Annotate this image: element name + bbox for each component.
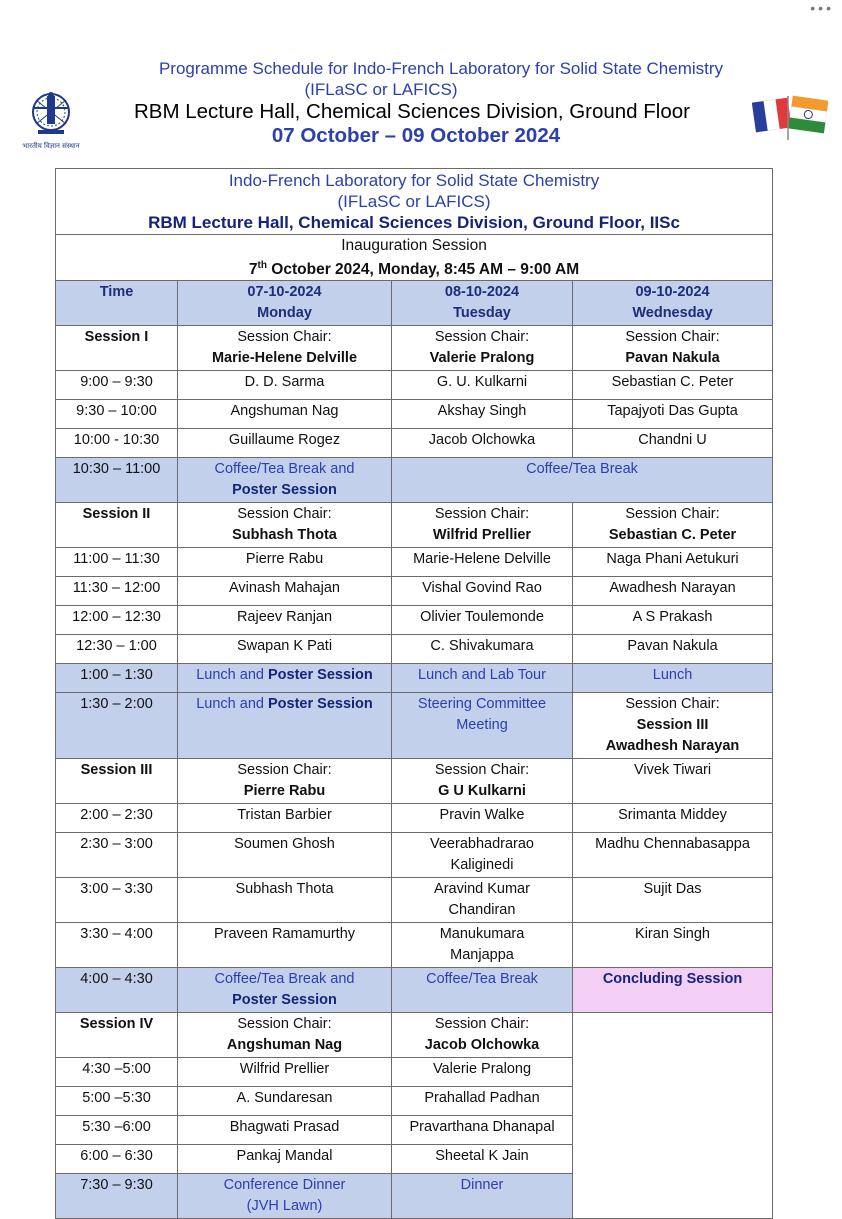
- time-cell: 11:00 – 11:30: [56, 548, 178, 577]
- table-title-line-3: RBM Lecture Hall, Chemical Sciences Division, Ground Floor, IISc: [148, 213, 680, 232]
- speaker-cell: Avinash Mahajan: [178, 577, 392, 606]
- header-line-1: Programme Schedule for Indo-French Laboratory for Solid State Chemistry: [158, 59, 724, 78]
- speaker-cell: Kiran Singh: [573, 923, 773, 968]
- speaker-cell: Vishal Govind Rao: [392, 577, 573, 606]
- speaker-cell: Sebastian C. Peter: [573, 371, 773, 400]
- table-row: [56, 400, 773, 429]
- speaker-cell: Rajeev Ranjan: [178, 606, 392, 635]
- table-row: [56, 833, 773, 878]
- table-title-line-2: (IFLaSC or LAFICS): [337, 192, 491, 211]
- session-chair: Session Chair: Pavan Nakula: [573, 326, 773, 371]
- speaker-cell: Vivek Tiwari: [573, 759, 773, 804]
- speaker-cell: Guillaume Rogez: [178, 429, 392, 458]
- speaker-cell: Pierre Rabu: [178, 548, 392, 577]
- speaker-cell: Wilfrid Prellier: [178, 1058, 392, 1087]
- speaker-cell: Srimanta Middey: [573, 804, 773, 833]
- lunch-cell: Lunch and Poster Session: [178, 693, 392, 759]
- speaker-cell: Swapan K Pati: [178, 635, 392, 664]
- break-cell: Coffee/Tea Break and Poster Session: [178, 458, 392, 503]
- empty-cell: [573, 1013, 773, 1219]
- dinner-cell: Conference Dinner (JVH Lawn): [178, 1174, 392, 1219]
- time-cell: 2:30 – 3:00: [56, 833, 178, 878]
- session-chair: Session Chair: Session III Awadhesh Narayan: [573, 693, 773, 759]
- break-row: [56, 458, 773, 503]
- session-chair: Session Chair: Pierre Rabu: [178, 759, 392, 804]
- table-row: [56, 606, 773, 635]
- table-row: [56, 635, 773, 664]
- more-icon[interactable]: •••: [810, 0, 834, 16]
- time-cell: 5:30 –6:00: [56, 1116, 178, 1145]
- speaker-cell: Soumen Ghosh: [178, 833, 392, 878]
- lunch-row: [56, 664, 773, 693]
- header-dates: 07 October – 09 October 2024: [271, 124, 561, 147]
- session-chair: Session Chair: G U Kulkarni: [392, 759, 573, 804]
- session-chair: Session Chair: Wilfrid Prellier: [392, 503, 573, 548]
- speaker-cell: C. Shivakumara: [392, 635, 573, 664]
- table-title-row: [56, 169, 773, 235]
- speaker-cell: Pravarthana Dhanapal: [392, 1116, 573, 1145]
- time-cell: 9:30 – 10:00: [56, 400, 178, 429]
- table-row: [56, 548, 773, 577]
- session-chair: Session Chair: Valerie Pralong: [392, 326, 573, 371]
- lunch-row: [56, 693, 773, 759]
- time-cell: 7:30 – 9:30: [56, 1174, 178, 1219]
- table-row: [56, 759, 773, 804]
- speaker-cell: Pravin Walke: [392, 804, 573, 833]
- speaker-cell: Prahallad Padhan: [392, 1087, 573, 1116]
- speaker-cell: G. U. Kulkarni: [392, 371, 573, 400]
- speaker-cell: Aravind Kumar Chandiran: [392, 878, 573, 923]
- steering-cell: Steering Committee Meeting: [392, 693, 573, 759]
- speaker-cell: Awadhesh Narayan: [573, 577, 773, 606]
- speaker-cell: Praveen Ramamurthy: [178, 923, 392, 968]
- session-label: Session III: [56, 759, 178, 804]
- session-chair: Session Chair: Sebastian C. Peter: [573, 503, 773, 548]
- speaker-cell: Naga Phani Aetukuri: [573, 548, 773, 577]
- speaker-cell: Tristan Barbier: [178, 804, 392, 833]
- time-cell: 3:00 – 3:30: [56, 878, 178, 923]
- speaker-cell: Madhu Chennabasappa: [573, 833, 773, 878]
- header-line-2: (IFLaSC or LAFICS): [304, 80, 458, 99]
- time-cell: 10:30 – 11:00: [56, 458, 178, 503]
- speaker-cell: Marie-Helene Delville: [392, 548, 573, 577]
- speaker-cell: D. D. Sarma: [178, 371, 392, 400]
- col-day-3: 09-10-2024 Wednesday: [573, 281, 773, 326]
- time-cell: 6:00 – 6:30: [56, 1145, 178, 1174]
- table-row: [56, 804, 773, 833]
- speaker-cell: Angshuman Nag: [178, 400, 392, 429]
- session-chair: Session Chair: Angshuman Nag: [178, 1013, 392, 1058]
- session-label: Session I: [56, 326, 178, 371]
- speaker-cell: Akshay Singh: [392, 400, 573, 429]
- table-row: [56, 326, 773, 371]
- top-bar: [0, 0, 842, 14]
- concluding-session-cell: Concluding Session: [573, 968, 773, 1013]
- col-day-2: 08-10-2024 Tuesday: [392, 281, 573, 326]
- col-time: Time: [56, 281, 178, 326]
- break-row: [56, 968, 773, 1013]
- time-cell: 5:00 –5:30: [56, 1087, 178, 1116]
- lunch-cell: Lunch and Lab Tour: [392, 664, 573, 693]
- inauguration-time: 7th October 2024, Monday, 8:45 AM – 9:00 AM: [248, 260, 580, 279]
- speaker-cell: Valerie Pralong: [392, 1058, 573, 1087]
- table-row: [56, 429, 773, 458]
- speaker-cell: Pavan Nakula: [573, 635, 773, 664]
- speaker-cell: Manukumara Manjappa: [392, 923, 573, 968]
- header-venue: RBM Lecture Hall, Chemical Sciences Division, Ground Floor: [134, 100, 690, 123]
- dinner-cell: Dinner: [392, 1174, 573, 1219]
- speaker-cell: Chandni U: [573, 429, 773, 458]
- speaker-cell: Veerabhadrarao Kaliginedi: [392, 833, 573, 878]
- time-cell: 2:00 – 2:30: [56, 804, 178, 833]
- session-chair: Session Chair: Subhash Thota: [178, 503, 392, 548]
- time-cell: 12:30 – 1:00: [56, 635, 178, 664]
- speaker-cell: Pankaj Mandal: [178, 1145, 392, 1174]
- table-row: [56, 371, 773, 400]
- logo-caption: भारतीय विज्ञान संस्थान: [22, 142, 80, 150]
- speaker-cell: Sheetal K Jain: [392, 1145, 573, 1174]
- speaker-cell: Subhash Thota: [178, 878, 392, 923]
- page-header: [0, 58, 842, 148]
- time-cell: 1:00 – 1:30: [56, 664, 178, 693]
- lunch-cell: Lunch: [573, 664, 773, 693]
- column-header-row: [56, 281, 773, 326]
- break-cell: Coffee/Tea Break and Poster Session: [178, 968, 392, 1013]
- time-cell: 9:00 – 9:30: [56, 371, 178, 400]
- time-cell: 4:30 –5:00: [56, 1058, 178, 1087]
- inauguration-row: [56, 235, 773, 281]
- session-label: Session IV: [56, 1013, 178, 1058]
- time-cell: 10:00 - 10:30: [56, 429, 178, 458]
- time-cell: 12:00 – 12:30: [56, 606, 178, 635]
- speaker-cell: Olivier Toulemonde: [392, 606, 573, 635]
- table-row: [56, 1013, 773, 1058]
- col-day-1: 07-10-2024 Monday: [178, 281, 392, 326]
- session-label: Session II: [56, 503, 178, 548]
- session-chair: Session Chair: Marie-Helene Delville: [178, 326, 392, 371]
- session-chair: Session Chair: Jacob Olchowka: [392, 1013, 573, 1058]
- table-title-line-1: Indo-French Laboratory for Solid State Chemistry: [228, 171, 600, 190]
- table-row: [56, 577, 773, 606]
- speaker-cell: A. Sundaresan: [178, 1087, 392, 1116]
- speaker-cell: Bhagwati Prasad: [178, 1116, 392, 1145]
- schedule-table: [55, 168, 773, 1219]
- time-cell: 11:30 – 12:00: [56, 577, 178, 606]
- table-row: [56, 503, 773, 548]
- break-cell: Coffee/Tea Break: [392, 458, 773, 503]
- speaker-cell: Tapajyoti Das Gupta: [573, 400, 773, 429]
- lunch-cell: Lunch and Poster Session: [178, 664, 392, 693]
- time-cell: 3:30 – 4:00: [56, 923, 178, 968]
- table-row: [56, 878, 773, 923]
- speaker-cell: A S Prakash: [573, 606, 773, 635]
- time-cell: 4:00 – 4:30: [56, 968, 178, 1013]
- time-cell: 1:30 – 2:00: [56, 693, 178, 759]
- break-cell: Coffee/Tea Break: [392, 968, 573, 1013]
- inauguration-title: Inauguration Session: [341, 237, 487, 254]
- speaker-cell: Sujit Das: [573, 878, 773, 923]
- speaker-cell: Jacob Olchowka: [392, 429, 573, 458]
- table-row: [56, 923, 773, 968]
